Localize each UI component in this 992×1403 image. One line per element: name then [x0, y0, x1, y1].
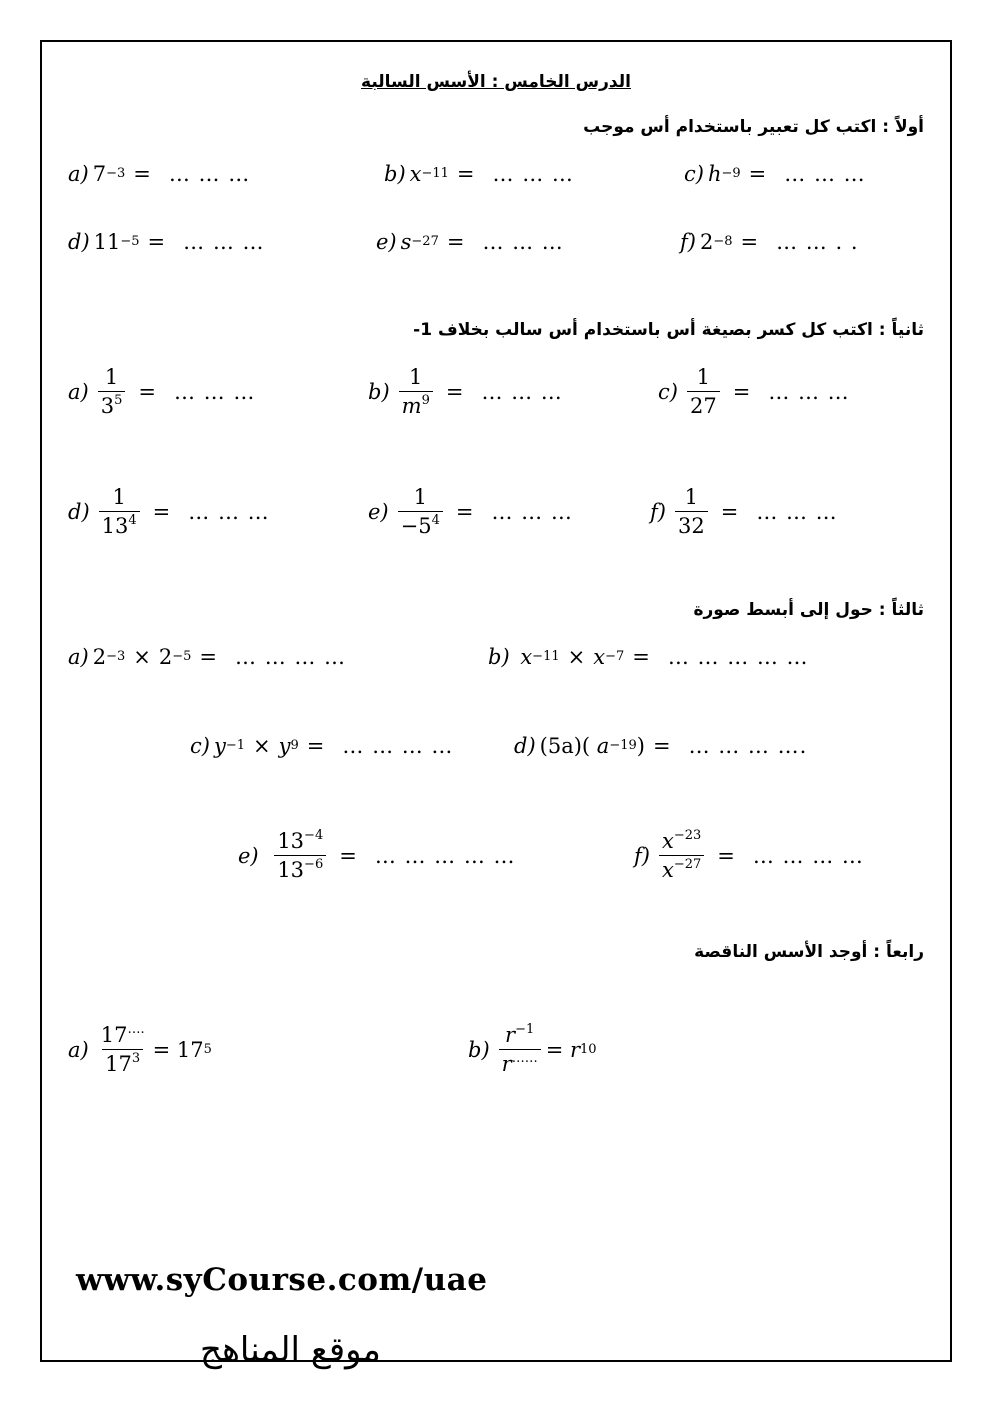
section3-heading: ثالثاً : حول إلى أبسط صورة [693, 600, 924, 620]
s3-item-a: a) 2 −3 × 2 −5 = … … … … [68, 645, 347, 669]
website-url[interactable]: www.syCourse.com/uae [76, 1262, 488, 1298]
fraction: $\frac{1}{m^9}$ [399, 366, 433, 418]
fraction: $\frac{1}{13^4}$ [99, 486, 140, 538]
s1-item-b: b) x −11 = … … … [384, 162, 574, 186]
fraction: $\frac{13^{-4}}{13^{-6}}$ [274, 830, 326, 882]
s1-item-d: d) 11 −5 = … … … [68, 230, 265, 254]
s2-item-f: f) $\frac{1}{32}$ = … … … [650, 484, 838, 538]
s3-item-b: b) x −11 × x −7 = … … … … … [488, 645, 809, 669]
s1-item-c: c) h −9 = … … … [684, 162, 866, 186]
fraction: $\frac{1}{-5^4}$ [398, 486, 443, 538]
s2-item-e: e) $\frac{1}{-5^4}$ = … … … [368, 484, 573, 538]
lesson-title: الدرس الخامس : الأسس السالبة [361, 72, 631, 92]
s3-item-e: e) $\frac{13^{-4}}{13^{-6}}$ = … … … … … [238, 827, 516, 882]
s2-item-d: d) $\frac{1}{13^4}$ = … … … [68, 484, 270, 538]
s3-item-f: f) $\frac{x^{-23}}{x^{-27}}$ = … … … … [634, 827, 864, 882]
s1-item-a: a) 7 −3 = … … … [68, 162, 251, 186]
fraction: $\frac{x^{-23}}{x^{-27}}$ [659, 830, 704, 882]
s1-item-f: f) 2 −8 = … … . . [680, 230, 859, 254]
watermark-text: موقع المناهج [200, 1330, 381, 1370]
fraction: $\frac{1}{27}$ [687, 366, 720, 418]
section4-heading: رابعاً : أوجد الأسس الناقصة [694, 942, 924, 962]
s4-item-a: a) $\frac{17^{\dots.}}{17^3}$ = 17 5 [68, 1021, 212, 1076]
section2-heading: ثانياً : اكتب كل كسر بصيغة أس باستخدام أس سالب بخلاف 1- [413, 320, 924, 340]
s3-item-d: d) (5a)( a −19 ) = … … … …. [514, 734, 808, 758]
s2-item-c: c) $\frac{1}{27}$ = … … … [658, 364, 850, 418]
fraction: $\frac{r^{-1}}{r^{\dots\dots}}$ [499, 1024, 541, 1076]
s1-item-e: e) s −27 = … … … [376, 230, 564, 254]
s4-item-b: b) $\frac{r^{-1}}{r^{\dots\dots}}$ = r 10 [468, 1021, 597, 1076]
section1-heading: أولاً : اكتب كل تعبير باستخدام أس موجب [583, 117, 924, 137]
fraction: $\frac{1}{3^5}$ [98, 366, 126, 418]
fraction: $\frac{1}{32}$ [675, 486, 708, 538]
s2-item-a: a) $\frac{1}{3^5}$ = … … … [68, 364, 256, 418]
s3-item-c: c) y −1 × y 9 = … … … … [190, 734, 454, 758]
fraction: $\frac{17^{\dots.}}{17^3}$ [100, 1021, 145, 1076]
s2-item-b: b) $\frac{1}{m^9}$ = … … … [368, 364, 563, 418]
